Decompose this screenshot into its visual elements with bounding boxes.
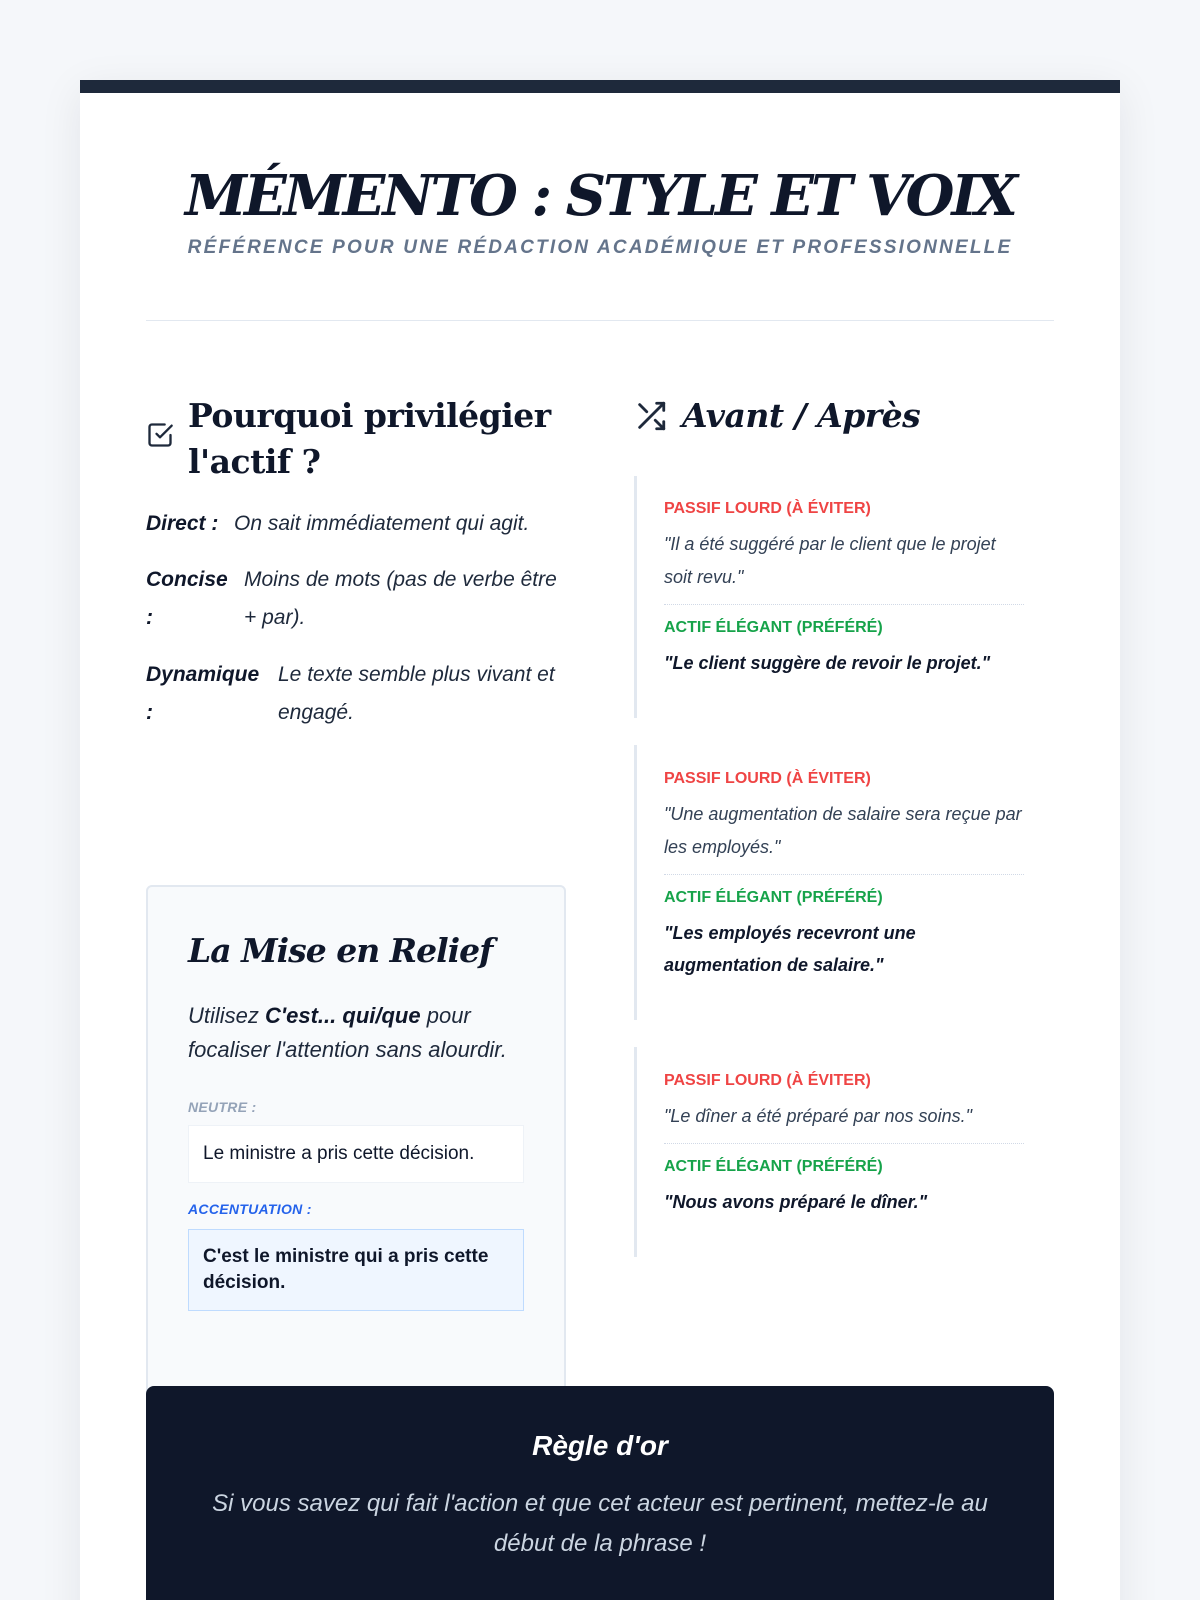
- benefit-text: Moins de mots (pas de verbe être + par).: [244, 568, 557, 629]
- golden-rule-text: Si vous savez qui fait l'action et que cet acteur est pertinent, mettez-le au début de la phrase !: [212, 1490, 988, 1557]
- pair-separator: [664, 874, 1024, 875]
- pair-separator: [664, 1143, 1024, 1144]
- benefit-list: [146, 505, 566, 732]
- benefit-item: [146, 656, 566, 732]
- comparison-pair: [634, 745, 1034, 1020]
- accent-label: ACCENTUATION :: [188, 1201, 312, 1217]
- checkbox-icon: [146, 421, 174, 449]
- benefit-term: Concise :: [146, 568, 228, 629]
- bad-text: "Une augmentation de salaire sera reçue par les employés.": [664, 804, 1022, 857]
- relief-text-bold: C'est... qui/que: [265, 1003, 421, 1028]
- good-label: ACTIF ÉLÉGANT (PRÉFÉRÉ): [664, 619, 883, 636]
- bad-label: PASSIF LOURD (À ÉVITER): [664, 1072, 871, 1089]
- page-title: MÉMENTO : STYLE ET VOIX: [184, 163, 1016, 229]
- golden-rule-title: Règle d'or: [532, 1430, 668, 1461]
- benefit-item: [146, 505, 566, 543]
- good-text: "Le client suggère de revoir le projet.": [664, 653, 991, 673]
- comparison-pair: [634, 476, 1034, 718]
- neutral-label: NEUTRE :: [188, 1099, 257, 1115]
- relief-box: [146, 885, 566, 1397]
- relief-title: La Mise en Relief: [188, 931, 493, 970]
- left-column: [146, 393, 566, 1293]
- good-label: ACTIF ÉLÉGANT (PRÉFÉRÉ): [664, 1158, 883, 1175]
- comparison-pair: [634, 1047, 1034, 1257]
- bad-label: PASSIF LOURD (À ÉVITER): [664, 500, 871, 517]
- golden-rule-box: [146, 1386, 1054, 1600]
- good-label: ACTIF ÉLÉGANT (PRÉFÉRÉ): [664, 889, 883, 906]
- before-after-header: [634, 393, 1034, 439]
- accent-example: C'est le ministre qui a pris cette décision.: [188, 1229, 524, 1311]
- neutral-example: Le ministre a pris cette décision.: [188, 1125, 524, 1183]
- relief-text: [188, 999, 524, 1067]
- benefit-text: Le texte semble plus vivant et engagé.: [278, 663, 555, 724]
- right-column: [634, 393, 1034, 1212]
- good-text: "Les employés recevront une augmentation de salaire.": [664, 923, 916, 975]
- why-active-title: Pourquoi privilégier l'actif ?: [188, 396, 551, 481]
- good-text: "Nous avons préparé le dîner.": [664, 1192, 928, 1212]
- page-subtitle: RÉFÉRENCE POUR UNE RÉDACTION ACADÉMIQUE ET PROFESSIONNELLE: [187, 237, 1013, 258]
- relief-text-before: Utilisez: [188, 1003, 266, 1028]
- bad-text: "Le dîner a été préparé par nos soins.": [664, 1106, 972, 1126]
- benefit-term: Direct :: [146, 512, 219, 535]
- bad-text: "Il a été suggéré par le client que le projet soit revu.": [664, 534, 996, 587]
- benefit-term: Dynamique :: [146, 663, 260, 724]
- before-after-title: Avant / Après: [682, 396, 921, 435]
- why-active-header: [146, 393, 566, 485]
- header-divider: [146, 320, 1054, 321]
- relief-text-after: pour focaliser l'attention sans alourdir.: [188, 1003, 507, 1062]
- benefit-text: On sait immédiatement qui agit.: [234, 512, 530, 535]
- shuffle-icon: [634, 399, 668, 433]
- memento-card: [80, 80, 1120, 1600]
- header: [80, 93, 1120, 259]
- bad-label: PASSIF LOURD (À ÉVITER): [664, 770, 871, 787]
- pair-separator: [664, 604, 1024, 605]
- benefit-item: [146, 561, 566, 637]
